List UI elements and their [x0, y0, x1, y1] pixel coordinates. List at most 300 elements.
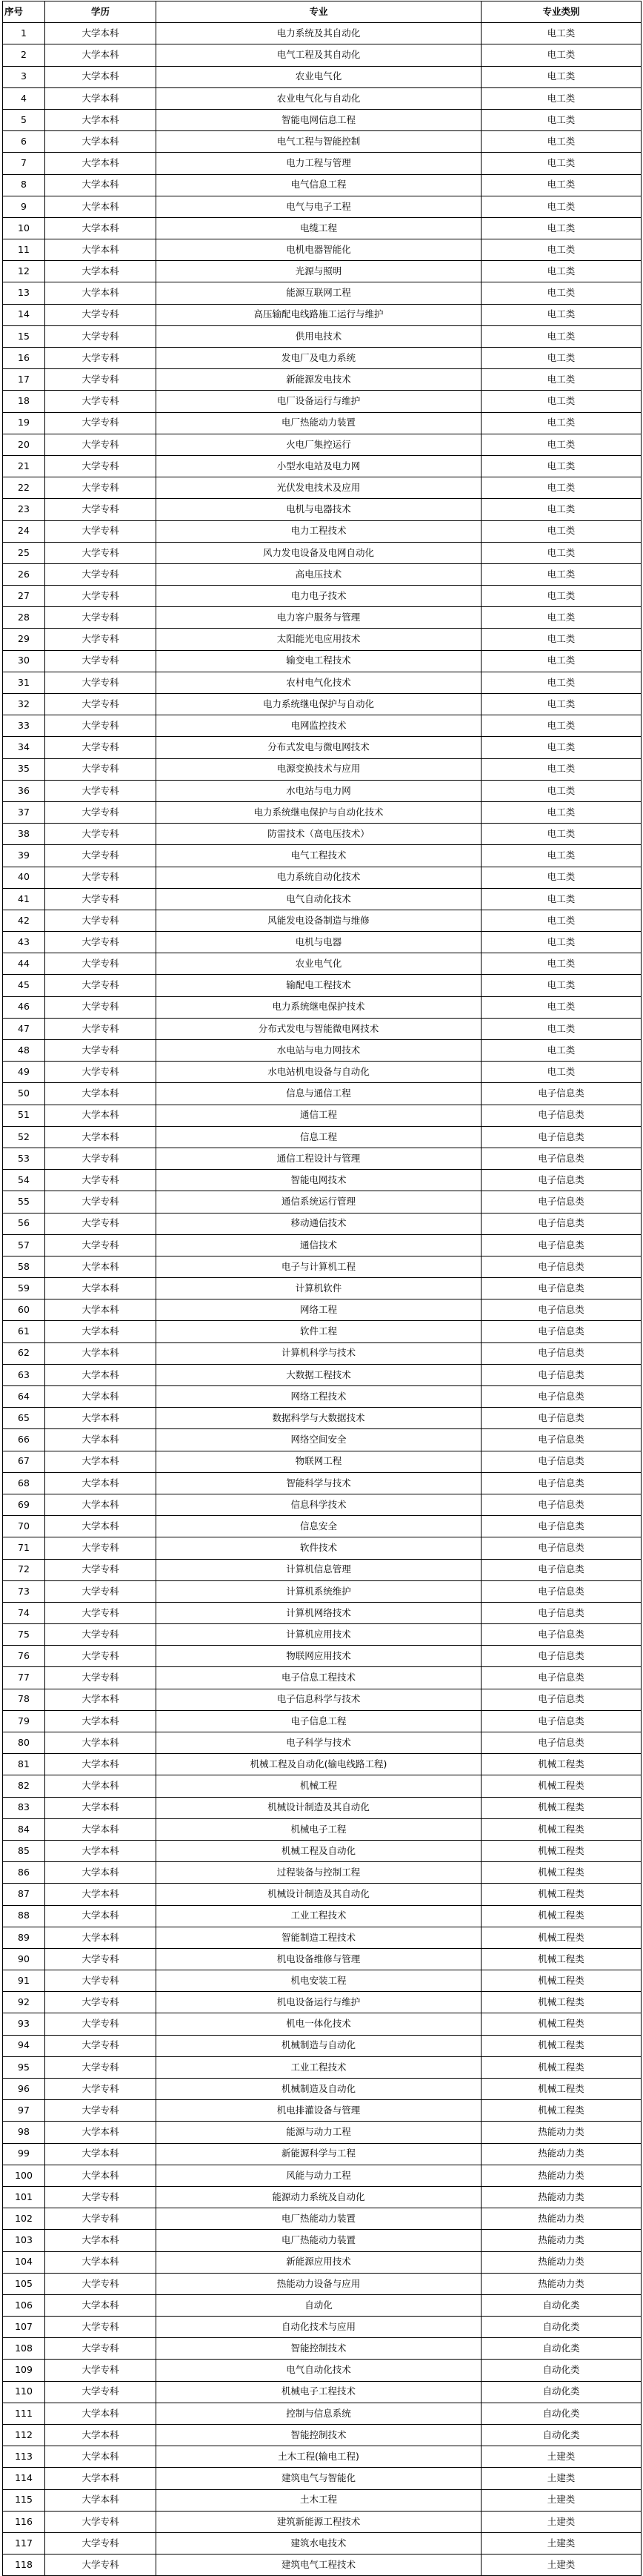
- cell-major: 智能科学与技术: [156, 1472, 482, 1494]
- table-row: [3, 1148, 642, 1169]
- table-row: [3, 2468, 642, 2489]
- cell-major: 农业电气化与自动化: [156, 87, 482, 109]
- table-row: [3, 2143, 642, 2165]
- cell-serial-number: 64: [3, 1386, 45, 1408]
- cell-major: 建筑水电技术: [156, 2532, 482, 2554]
- cell-education: 大学本科: [45, 217, 156, 239]
- cell-major-category: 自动化类: [482, 2425, 642, 2446]
- cell-major: 电机电器智能化: [156, 239, 482, 261]
- cell-serial-number: 69: [3, 1494, 45, 1515]
- cell-major-category: 电工类: [482, 44, 642, 66]
- cell-major-category: 电子信息类: [482, 1559, 642, 1580]
- cell-major: 智能制造工程技术: [156, 1927, 482, 1948]
- cell-education: 大学本科: [45, 2489, 156, 2511]
- cell-education: 大学专科: [45, 1234, 156, 1256]
- cell-education: 大学专科: [45, 2208, 156, 2230]
- table-row: [3, 1364, 642, 1385]
- table-row: [3, 975, 642, 996]
- cell-major: 机械工程及自动化(输电线路工程): [156, 1754, 482, 1775]
- cell-education: 大学专科: [45, 2273, 156, 2294]
- cell-major-category: 电工类: [482, 87, 642, 109]
- table-row: [3, 1992, 642, 2013]
- cell-major-category: 土建类: [482, 2446, 642, 2468]
- cell-major-category: 电子信息类: [482, 1278, 642, 1299]
- table-row: [3, 369, 642, 391]
- cell-education: 大学专科: [45, 2555, 156, 2576]
- cell-major-category: 电工类: [482, 867, 642, 888]
- cell-education: 大学本科: [45, 1818, 156, 1840]
- cell-education: 大学本科: [45, 1840, 156, 1861]
- cell-major: 计算机信息管理: [156, 1559, 482, 1580]
- cell-serial-number: 55: [3, 1191, 45, 1213]
- cell-serial-number: 110: [3, 2381, 45, 2403]
- cell-major-category: 电工类: [482, 629, 642, 650]
- table-row: [3, 1126, 642, 1148]
- cell-serial-number: 58: [3, 1256, 45, 1277]
- cell-major: 机械设计制造及其自动化: [156, 1797, 482, 1818]
- cell-major-category: 电工类: [482, 694, 642, 715]
- cell-education: 大学本科: [45, 1278, 156, 1299]
- cell-major-category: 电工类: [482, 369, 642, 391]
- cell-education: 大学专科: [45, 2100, 156, 2122]
- cell-major-category: 电子信息类: [482, 1299, 642, 1321]
- cell-major: 机械制造及自动化: [156, 2079, 482, 2100]
- cell-education: 大学专科: [45, 1646, 156, 1667]
- cell-serial-number: 62: [3, 1342, 45, 1364]
- cell-education: 大学本科: [45, 1364, 156, 1385]
- table-row: [3, 1689, 642, 1710]
- cell-major: 电气信息工程: [156, 174, 482, 196]
- cell-serial-number: 61: [3, 1321, 45, 1342]
- cell-major: 机电设备维修与管理: [156, 1948, 482, 1970]
- cell-serial-number: 71: [3, 1537, 45, 1559]
- cell-serial-number: 21: [3, 455, 45, 477]
- cell-major-category: 自动化类: [482, 2294, 642, 2316]
- cell-major: 输配电工程技术: [156, 975, 482, 996]
- cell-major: 电气工程技术: [156, 845, 482, 867]
- cell-serial-number: 54: [3, 1170, 45, 1191]
- cell-major-category: 电子信息类: [482, 1170, 642, 1191]
- cell-major: 信息安全: [156, 1516, 482, 1537]
- cell-major: 高压输配电线路施工运行与维护: [156, 304, 482, 325]
- cell-major: 电子信息工程: [156, 1710, 482, 1732]
- cell-education: 大学专科: [45, 1602, 156, 1623]
- cell-major-category: 热能动力类: [482, 2273, 642, 2294]
- cell-major: 电力工程与管理: [156, 153, 482, 174]
- cell-major: 电厂热能动力装置: [156, 2230, 482, 2251]
- cell-serial-number: 82: [3, 1775, 45, 1797]
- cell-education: 大学专科: [45, 932, 156, 953]
- cell-major: 电力工程技术: [156, 520, 482, 542]
- cell-major-category: 电工类: [482, 996, 642, 1018]
- cell-major: 风能与动力工程: [156, 2165, 482, 2186]
- table-row: [3, 2251, 642, 2273]
- cell-education: 大学本科: [45, 153, 156, 174]
- cell-serial-number: 39: [3, 845, 45, 867]
- cell-education: 大学本科: [45, 1342, 156, 1364]
- cell-serial-number: 1: [3, 23, 45, 44]
- cell-serial-number: 59: [3, 1278, 45, 1299]
- cell-major: 软件工程: [156, 1321, 482, 1342]
- cell-education: 大学专科: [45, 1537, 156, 1559]
- cell-major: 电网监控技术: [156, 715, 482, 737]
- table-row: [3, 1580, 642, 1602]
- cell-education: 大学专科: [45, 758, 156, 780]
- cell-education: 大学本科: [45, 66, 156, 87]
- cell-education: 大学专科: [45, 845, 156, 867]
- cell-major-category: 电子信息类: [482, 1083, 642, 1105]
- cell-education: 大学本科: [45, 2294, 156, 2316]
- cell-major: 网络工程技术: [156, 1386, 482, 1408]
- cell-education: 大学本科: [45, 1494, 156, 1515]
- table-row: [3, 153, 642, 174]
- table-row: [3, 1429, 642, 1451]
- cell-major-category: 热能动力类: [482, 2143, 642, 2165]
- cell-serial-number: 27: [3, 586, 45, 607]
- cell-education: 大学专科: [45, 369, 156, 391]
- cell-serial-number: 29: [3, 629, 45, 650]
- cell-serial-number: 67: [3, 1451, 45, 1472]
- cell-major: 机械工程: [156, 1775, 482, 1797]
- table-row: [3, 1451, 642, 1472]
- cell-major-category: 电子信息类: [482, 1364, 642, 1385]
- cell-serial-number: 100: [3, 2165, 45, 2186]
- cell-education: 大学专科: [45, 434, 156, 455]
- cell-major-category: 电子信息类: [482, 1516, 642, 1537]
- table-row: [3, 953, 642, 975]
- cell-education: 大学本科: [45, 87, 156, 109]
- cell-serial-number: 91: [3, 1970, 45, 1992]
- cell-major: 工业工程技术: [156, 2056, 482, 2078]
- table-row: [3, 1775, 642, 1797]
- cell-major: 电力系统继电保护技术: [156, 996, 482, 1018]
- cell-major-category: 自动化类: [482, 2381, 642, 2403]
- table-row: [3, 66, 642, 87]
- cell-serial-number: 13: [3, 282, 45, 304]
- cell-serial-number: 22: [3, 477, 45, 499]
- cell-major: 高电压技术: [156, 563, 482, 585]
- cell-education: 大学本科: [45, 2403, 156, 2424]
- cell-education: 大学专科: [45, 2056, 156, 2078]
- cell-education: 大学专科: [45, 2360, 156, 2381]
- cell-serial-number: 52: [3, 1126, 45, 1148]
- cell-major: 智能电网技术: [156, 1170, 482, 1191]
- cell-serial-number: 44: [3, 953, 45, 975]
- table-row: [3, 1278, 642, 1299]
- cell-major: 智能控制技术: [156, 2338, 482, 2360]
- table-row: [3, 325, 642, 347]
- cell-major-category: 电子信息类: [482, 1148, 642, 1169]
- cell-serial-number: 43: [3, 932, 45, 953]
- cell-major: 信息科学技术: [156, 1494, 482, 1515]
- table-row: [3, 801, 642, 823]
- cell-major: 水电站机电设备与自动化: [156, 1062, 482, 1083]
- cell-serial-number: 78: [3, 1689, 45, 1710]
- cell-serial-number: 42: [3, 910, 45, 931]
- cell-major-category: 电子信息类: [482, 1472, 642, 1494]
- cell-major-category: 热能动力类: [482, 2122, 642, 2143]
- cell-serial-number: 26: [3, 563, 45, 585]
- cell-major-category: 电工类: [482, 586, 642, 607]
- table-row: [3, 131, 642, 153]
- cell-major-category: 自动化类: [482, 2360, 642, 2381]
- cell-major-category: 土建类: [482, 2532, 642, 2554]
- cell-major-category: 机械工程类: [482, 1775, 642, 1797]
- cell-education: 大学本科: [45, 196, 156, 217]
- cell-major: 电子科学与技术: [156, 1732, 482, 1754]
- cell-major: 电力系统自动化技术: [156, 867, 482, 888]
- majors-table: [2, 1, 642, 2576]
- cell-major-category: 自动化类: [482, 2403, 642, 2424]
- table-row: [3, 737, 642, 758]
- cell-education: 大学专科: [45, 694, 156, 715]
- table-row: [3, 1624, 642, 1646]
- table-row: [3, 391, 642, 412]
- table-row: [3, 672, 642, 693]
- cell-education: 大学专科: [45, 2079, 156, 2100]
- table-row: [3, 282, 642, 304]
- cell-major: 电子与计算机工程: [156, 1256, 482, 1277]
- cell-major-category: 土建类: [482, 2511, 642, 2532]
- cell-major-category: 电工类: [482, 282, 642, 304]
- cell-major: 光伏发电技术及应用: [156, 477, 482, 499]
- cell-major-category: 电子信息类: [482, 1191, 642, 1213]
- cell-major: 物联网工程: [156, 1451, 482, 1472]
- cell-serial-number: 74: [3, 1602, 45, 1623]
- cell-major: 能源与动力工程: [156, 2122, 482, 2143]
- cell-serial-number: 12: [3, 261, 45, 282]
- cell-major-category: 电工类: [482, 348, 642, 369]
- cell-serial-number: 85: [3, 1840, 45, 1861]
- cell-major-category: 热能动力类: [482, 2165, 642, 2186]
- cell-serial-number: 96: [3, 2079, 45, 2100]
- table-row: [3, 109, 642, 130]
- cell-major: 建筑电气与智能化: [156, 2468, 482, 2489]
- table-row: [3, 932, 642, 953]
- table-row: [3, 2489, 642, 2511]
- cell-major: 机械电子工程: [156, 1818, 482, 1840]
- cell-serial-number: 6: [3, 131, 45, 153]
- cell-education: 大学本科: [45, 2165, 156, 2186]
- cell-major: 土木工程: [156, 2489, 482, 2511]
- cell-major: 电厂热能动力装置: [156, 2208, 482, 2230]
- cell-major-category: 电子信息类: [482, 1105, 642, 1126]
- cell-serial-number: 99: [3, 2143, 45, 2165]
- table-row: [3, 1342, 642, 1364]
- cell-major-category: 机械工程类: [482, 1754, 642, 1775]
- cell-major: 防雷技术（高电压技术）: [156, 824, 482, 845]
- cell-serial-number: 79: [3, 1710, 45, 1732]
- cell-serial-number: 117: [3, 2532, 45, 2554]
- cell-major-category: 机械工程类: [482, 1797, 642, 1818]
- cell-major-category: 电子信息类: [482, 1667, 642, 1689]
- table-row: [3, 780, 642, 801]
- cell-serial-number: 35: [3, 758, 45, 780]
- cell-major-category: 自动化类: [482, 2338, 642, 2360]
- table-row: [3, 2555, 642, 2576]
- cell-serial-number: 63: [3, 1364, 45, 1385]
- cell-serial-number: 88: [3, 1905, 45, 1927]
- cell-education: 大学专科: [45, 1191, 156, 1213]
- cell-education: 大学专科: [45, 563, 156, 585]
- cell-education: 大学专科: [45, 348, 156, 369]
- cell-major: 风力发电设备及电网自动化: [156, 542, 482, 563]
- cell-serial-number: 7: [3, 153, 45, 174]
- table-row: [3, 1408, 642, 1429]
- cell-serial-number: 103: [3, 2230, 45, 2251]
- cell-major: 数据科学与大数据技术: [156, 1408, 482, 1429]
- cell-major: 建筑电气工程技术: [156, 2555, 482, 2576]
- cell-education: 大学专科: [45, 2186, 156, 2208]
- table-row: [3, 629, 642, 650]
- cell-education: 大学本科: [45, 261, 156, 282]
- cell-education: 大学本科: [45, 1754, 156, 1775]
- cell-education: 大学本科: [45, 131, 156, 153]
- cell-serial-number: 18: [3, 391, 45, 412]
- table-row: [3, 2122, 642, 2143]
- cell-major-category: 电工类: [482, 607, 642, 629]
- cell-serial-number: 83: [3, 1797, 45, 1818]
- cell-serial-number: 116: [3, 2511, 45, 2532]
- table-row: [3, 174, 642, 196]
- cell-major-category: 电工类: [482, 563, 642, 585]
- cell-major: 分布式发电与微电网技术: [156, 737, 482, 758]
- cell-major: 电缆工程: [156, 217, 482, 239]
- table-row: [3, 434, 642, 455]
- cell-major-category: 电工类: [482, 737, 642, 758]
- table-row: [3, 563, 642, 585]
- table-row: [3, 1170, 642, 1191]
- cell-major-category: 机械工程类: [482, 2079, 642, 2100]
- cell-education: 大学专科: [45, 737, 156, 758]
- table-row: [3, 586, 642, 607]
- cell-major-category: 电子信息类: [482, 1624, 642, 1646]
- cell-major: 物联网应用技术: [156, 1646, 482, 1667]
- cell-serial-number: 84: [3, 1818, 45, 1840]
- cell-major-category: 土建类: [482, 2555, 642, 2576]
- cell-serial-number: 114: [3, 2468, 45, 2489]
- cell-education: 大学本科: [45, 2468, 156, 2489]
- cell-serial-number: 112: [3, 2425, 45, 2446]
- table-row: [3, 261, 642, 282]
- cell-serial-number: 89: [3, 1927, 45, 1948]
- cell-major: 机电排灌设备与管理: [156, 2100, 482, 2122]
- cell-education: 大学本科: [45, 1472, 156, 1494]
- cell-education: 大学专科: [45, 2381, 156, 2403]
- cell-major: 机电一体化技术: [156, 2013, 482, 2035]
- cell-education: 大学专科: [45, 2013, 156, 2035]
- cell-serial-number: 15: [3, 325, 45, 347]
- table-row: [3, 888, 642, 910]
- cell-education: 大学专科: [45, 824, 156, 845]
- cell-education: 大学专科: [45, 672, 156, 693]
- cell-major: 农业电气化: [156, 66, 482, 87]
- cell-serial-number: 36: [3, 780, 45, 801]
- cell-serial-number: 45: [3, 975, 45, 996]
- cell-serial-number: 37: [3, 801, 45, 823]
- cell-serial-number: 113: [3, 2446, 45, 2468]
- table-row: [3, 1710, 642, 1732]
- cell-education: 大学专科: [45, 520, 156, 542]
- cell-major-category: 电子信息类: [482, 1451, 642, 1472]
- cell-education: 大学本科: [45, 1797, 156, 1818]
- table-row: [3, 1840, 642, 1861]
- cell-major-category: 电工类: [482, 109, 642, 130]
- cell-education: 大学专科: [45, 2338, 156, 2360]
- cell-serial-number: 73: [3, 1580, 45, 1602]
- table-row: [3, 1516, 642, 1537]
- cell-education: 大学专科: [45, 412, 156, 434]
- cell-education: 大学专科: [45, 1062, 156, 1083]
- cell-major: 通信系统运行管理: [156, 1191, 482, 1213]
- cell-education: 大学本科: [45, 174, 156, 196]
- cell-major-category: 电工类: [482, 412, 642, 434]
- cell-education: 大学专科: [45, 477, 156, 499]
- cell-serial-number: 97: [3, 2100, 45, 2122]
- cell-major-category: 电工类: [482, 434, 642, 455]
- table-row: [3, 2035, 642, 2056]
- cell-serial-number: 11: [3, 239, 45, 261]
- cell-major-category: 电子信息类: [482, 1732, 642, 1754]
- cell-major-category: 电工类: [482, 824, 642, 845]
- cell-major-category: 电工类: [482, 932, 642, 953]
- cell-major: 计算机应用技术: [156, 1624, 482, 1646]
- header-major-category: 专业类别: [482, 1, 642, 23]
- cell-serial-number: 20: [3, 434, 45, 455]
- cell-education: 大学专科: [45, 2532, 156, 2554]
- table-row: [3, 845, 642, 867]
- cell-major: 机电安装工程: [156, 1970, 482, 1992]
- cell-education: 大学本科: [45, 2230, 156, 2251]
- cell-major-category: 电工类: [482, 780, 642, 801]
- cell-education: 大学专科: [45, 867, 156, 888]
- cell-education: 大学本科: [45, 1256, 156, 1277]
- cell-major: 自动化: [156, 2294, 482, 2316]
- cell-major: 机械工程及自动化: [156, 1840, 482, 1861]
- cell-serial-number: 92: [3, 1992, 45, 2013]
- table-row: [3, 607, 642, 629]
- cell-major: 水电站与电力网技术: [156, 1040, 482, 1062]
- cell-serial-number: 51: [3, 1105, 45, 1126]
- cell-education: 大学专科: [45, 2035, 156, 2056]
- table-row: [3, 2425, 642, 2446]
- cell-serial-number: 65: [3, 1408, 45, 1429]
- cell-major-category: 电工类: [482, 650, 642, 672]
- cell-major-category: 电工类: [482, 910, 642, 931]
- cell-major: 新能源科学与工程: [156, 2143, 482, 2165]
- table-row: [3, 715, 642, 737]
- table-row: [3, 542, 642, 563]
- cell-major: 网络工程: [156, 1299, 482, 1321]
- cell-major: 通信工程设计与管理: [156, 1148, 482, 1169]
- cell-major-category: 电工类: [482, 1062, 642, 1083]
- cell-major-category: 电子信息类: [482, 1580, 642, 1602]
- cell-major-category: 机械工程类: [482, 2035, 642, 2056]
- cell-major-category: 电工类: [482, 325, 642, 347]
- cell-major-category: 电工类: [482, 542, 642, 563]
- cell-serial-number: 76: [3, 1646, 45, 1667]
- cell-major-category: 电工类: [482, 174, 642, 196]
- cell-major-category: 电子信息类: [482, 1342, 642, 1364]
- cell-serial-number: 17: [3, 369, 45, 391]
- cell-serial-number: 111: [3, 2403, 45, 2424]
- cell-major: 农业电气化: [156, 953, 482, 975]
- cell-education: 大学本科: [45, 1732, 156, 1754]
- table-row: [3, 2079, 642, 2100]
- cell-serial-number: 28: [3, 607, 45, 629]
- cell-major: 智能控制技术: [156, 2425, 482, 2446]
- cell-major: 智能电网信息工程: [156, 109, 482, 130]
